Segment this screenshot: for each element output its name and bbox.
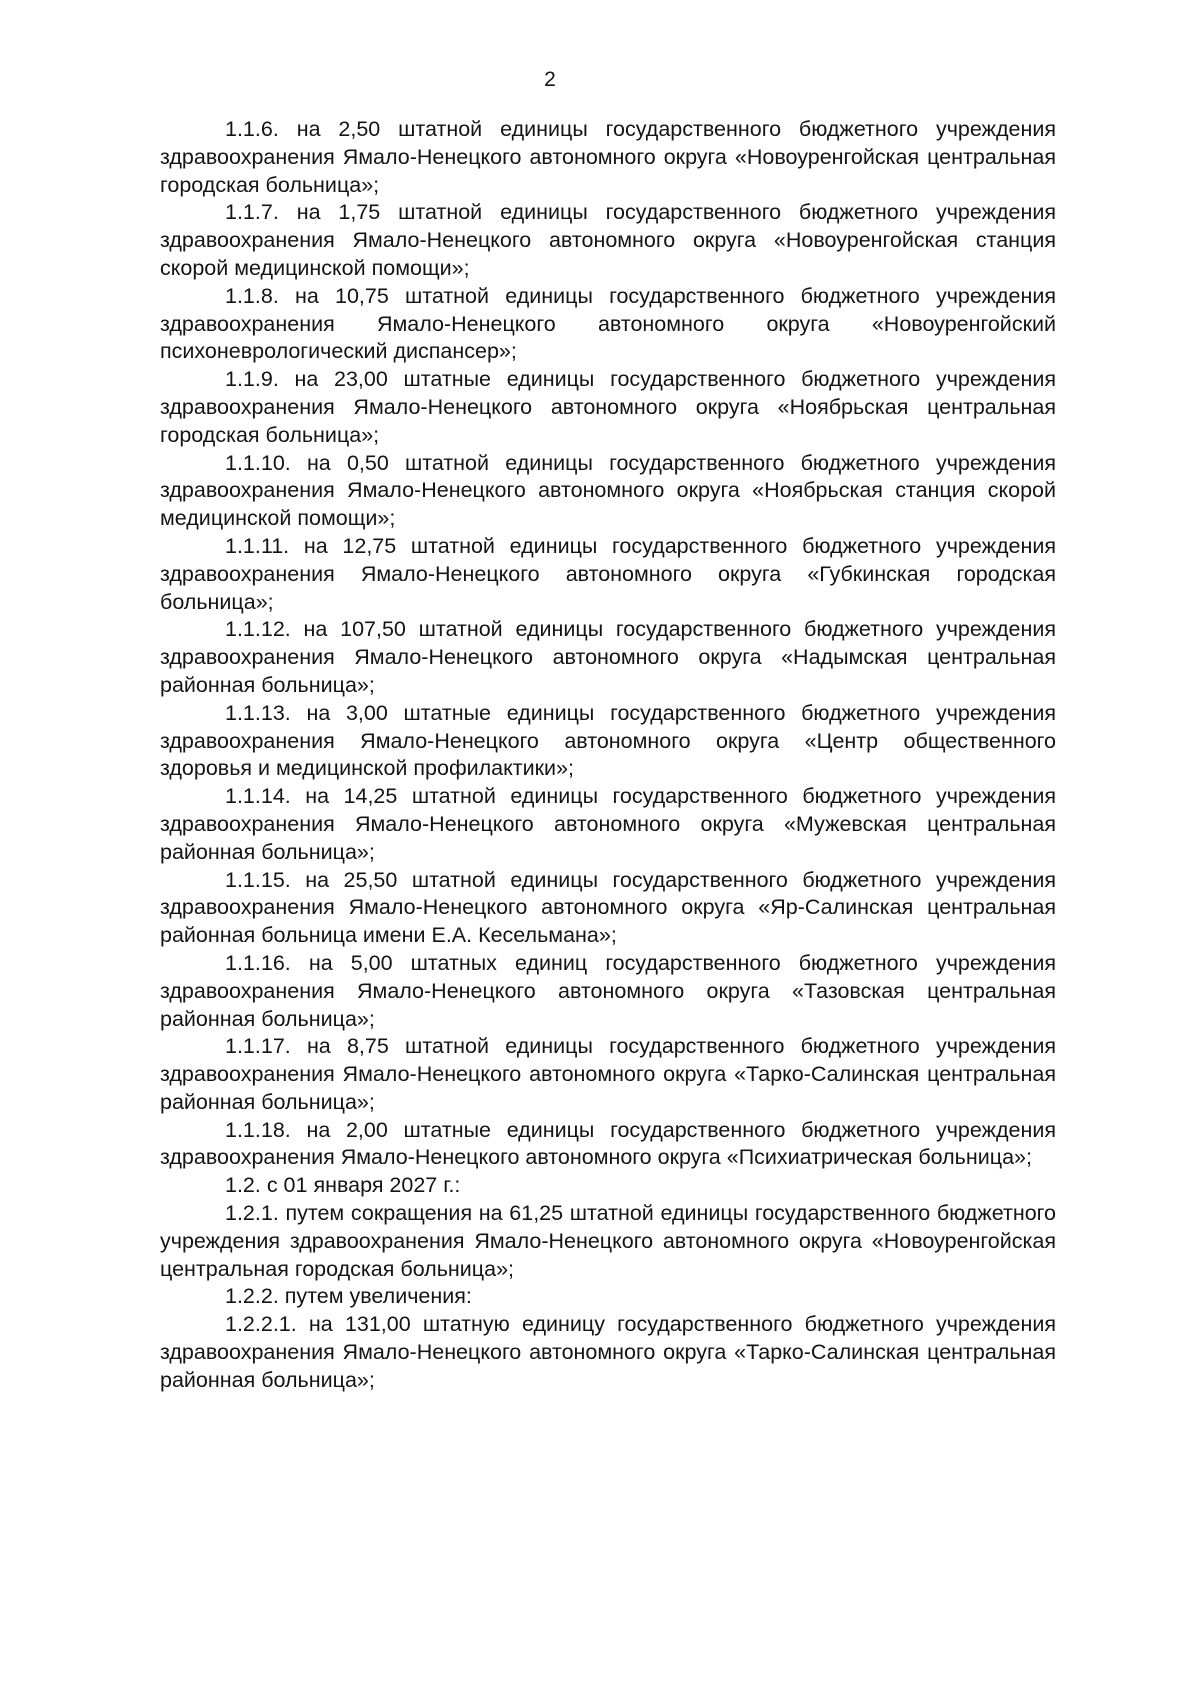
paragraph-1-2: 1.2. с 01 января 2027 г.: xyxy=(225,1173,461,1198)
document-body xyxy=(160,116,1056,1395)
paragraph-1-1-15: 1.1.15. на 25,50 штатной единицы государственного бюджетного учреждения здравоохранения Ямало-Ненецкого автономного округа «Яр-Салинская центральная районная больница имени Е.А. Кесельмана»; xyxy=(160,867,1056,948)
paragraph-1-1-8: 1.1.8. на 10,75 штатной единицы государственного бюджетного учреждения здравоохранения Ямало-Ненецкого автономного округа «Новоуренгойский психоневрологический диспансер»; xyxy=(160,283,1056,364)
paragraph-1-2-1: 1.2.1. путем сокращения на 61,25 штатной единицы государственного бюджетного учреждения здравоохранения Ямало-Ненецкого автономного округа «Новоуренгойская центральная городская больница»; xyxy=(160,1201,1056,1281)
paragraph-1-1-7: 1.1.7. на 1,75 штатной единицы государственного бюджетного учреждения здравоохранения Ямало-Ненецкого автономного округа «Новоуренгойская станция скорой медицинской помощи»; xyxy=(160,200,1056,280)
paragraph-1-1-13: 1.1.13. на 3,00 штатные единицы государственного бюджетного учреждения здравоохранения Ямало-Ненецкого автономного округа «Центр общественного здоровья и медицинской профилактики»; xyxy=(160,700,1056,781)
paragraph-1-1-6: 1.1.6. на 2,50 штатной единицы государственного бюджетного учреждения здравоохранения Ямало-Ненецкого автономного округа «Новоуренгойская центральная городская больница»; xyxy=(160,117,1056,197)
page-number: 2 xyxy=(544,68,556,91)
paragraph-1-1-11: 1.1.11. на 12,75 штатной единицы государственного бюджетного учреждения здравоохранения Ямало-Ненецкого автономного округа «Губкинская городская больница»; xyxy=(160,533,1056,614)
paragraph-1-2-2: 1.2.2. путем увеличения: xyxy=(225,1284,472,1309)
paragraph-1-2-2-1: 1.2.2.1. на 131,00 штатную единицу государственного бюджетного учреждения здравоохранения Ямало-Ненецкого автономного округа «Тарко-Салинская центральная районная больница»; xyxy=(160,1312,1056,1392)
paragraph-1-1-16: 1.1.16. на 5,00 штатных единиц государственного бюджетного учреждения здравоохранения Ямало-Ненецкого автономного округа «Тазовская центральная районная больница»; xyxy=(160,950,1056,1031)
paragraph-1-1-12: 1.1.12. на 107,50 штатной единицы государственного бюджетного учреждения здравоохранения Ямало-Ненецкого автономного округа «Надымская центральная районная больница»; xyxy=(160,617,1056,697)
paragraph-1-1-14: 1.1.14. на 14,25 штатной единицы государственного бюджетного учреждения здравоохранения Ямало-Ненецкого автономного округа «Мужевская центральная районная больница»; xyxy=(160,784,1056,864)
paragraph-1-1-18: 1.1.18. на 2,00 штатные единицы государственного бюджетного учреждения здравоохранения Ямало-Ненецкого автономного округа «Психиатрическая больница»; xyxy=(160,1117,1056,1170)
paragraph-1-1-9: 1.1.9. на 23,00 штатные единицы государственного бюджетного учреждения здравоохранения Ямало-Ненецкого автономного округа «Ноябрьская центральная городская больница»; xyxy=(160,367,1056,447)
paragraph-1-1-17: 1.1.17. на 8,75 штатной единицы государственного бюджетного учреждения здравоохранения Ямало-Ненецкого автономного округа «Тарко-Салинская центральная районная больница»; xyxy=(160,1034,1056,1114)
paragraph-1-1-10: 1.1.10. на 0,50 штатной единицы государственного бюджетного учреждения здравоохранения Ямало-Ненецкого автономного округа «Ноябрьская станция скорой медицинской помощи»; xyxy=(160,450,1056,531)
